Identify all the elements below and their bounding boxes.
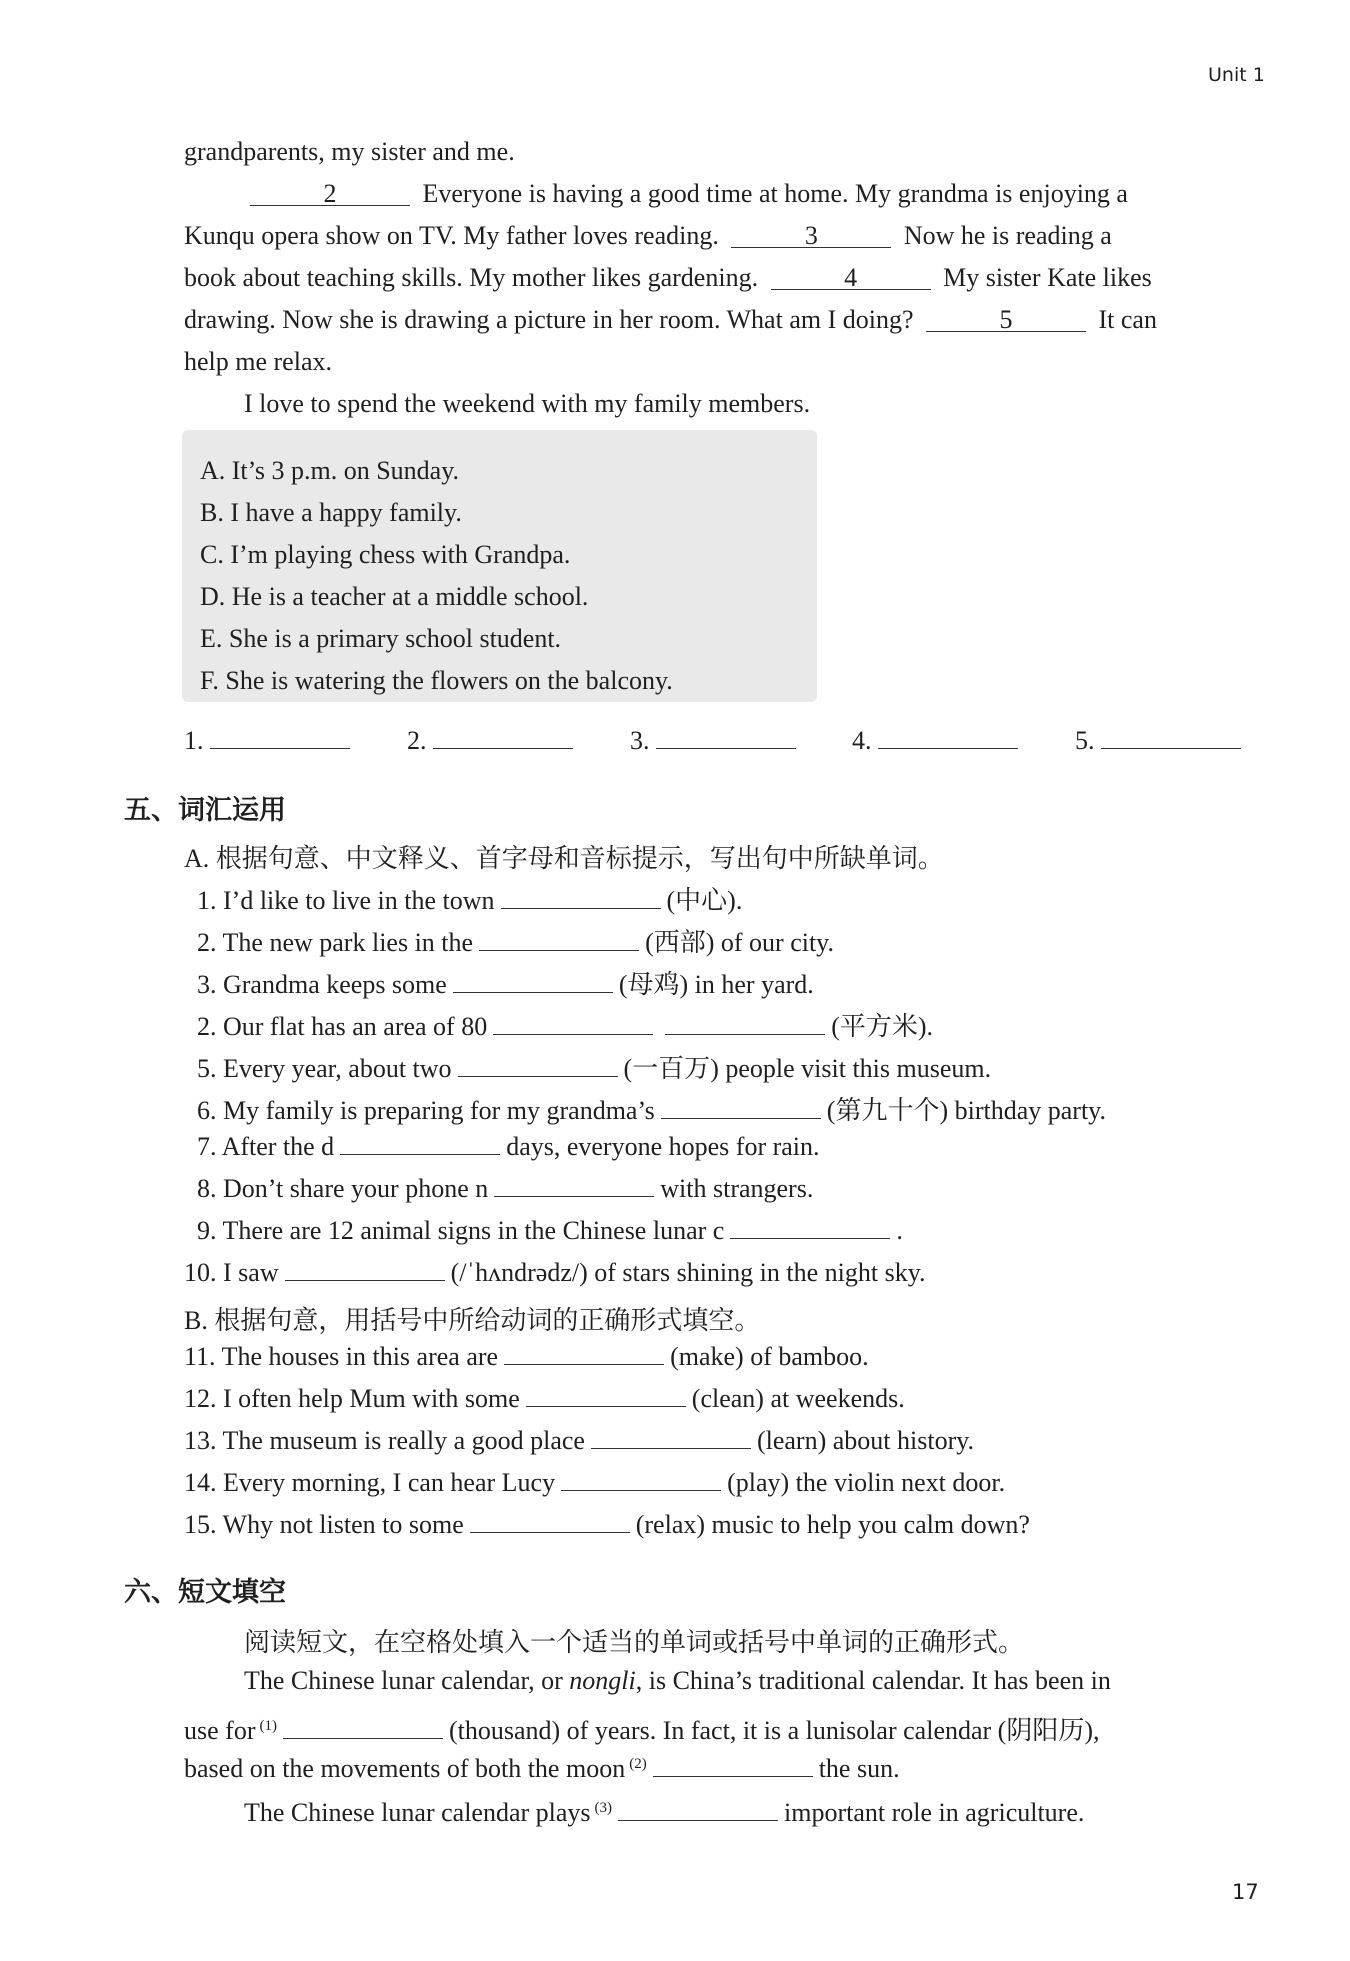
option-c: C. I’m playing chess with Grandpa. — [200, 540, 571, 569]
answer-blank[interactable] — [479, 928, 639, 951]
exercise-item: 3. Grandma keeps some (母鸡) in her yard. — [197, 970, 814, 999]
answer-blank[interactable] — [878, 726, 1018, 749]
answer-blank[interactable] — [665, 1012, 825, 1035]
answer-item: 4. — [852, 726, 1024, 756]
answer-item: 5. — [1075, 726, 1247, 756]
exercise-item: 1. I’d like to live in the town (中心). — [197, 886, 743, 915]
option-d: D. He is a teacher at a middle school. — [200, 582, 589, 611]
passage-line: use for $^{(1)}$ (thousand) of years. In fact, it is a lunisolar calendar (阴阳历), — [184, 1716, 1100, 1745]
exercise-item: 2. The new park lies in the (西部) of our city. — [197, 928, 834, 957]
passage-line: 2 Everyone is having a good time at home. My grandma is enjoying a — [244, 179, 1128, 209]
answer-blank[interactable] — [656, 726, 796, 749]
exercise-item: 9. There are 12 animal signs in the Chinese lunar c . — [197, 1216, 903, 1245]
option-b: B. I have a happy family. — [200, 498, 462, 527]
answer-blank[interactable]: 2 — [250, 183, 410, 206]
passage-line: book about teaching skills. My mother likes gardening. 4 My sister Kate likes — [184, 263, 1152, 292]
instruction: B. 根据句意，用括号中所给动词的正确形式填空。 — [184, 1306, 761, 1335]
section-title: 六、短文填空 — [124, 1577, 286, 1608]
answer-blank[interactable]: 3 — [731, 225, 891, 248]
answer-blank[interactable] — [526, 1384, 686, 1407]
blank-number: (3) — [594, 1800, 613, 1816]
passage-line: The Chinese lunar calendar plays $^{(3)}$ important role in agriculture. — [244, 1798, 1085, 1827]
option-f: F. She is watering the flowers on the balcony. — [200, 666, 673, 695]
passage-line: The Chinese lunar calendar, or nongli, is China’s traditional calendar. It has been in — [244, 1666, 1111, 1695]
exercise-item: 5. Every year, about two (一百万) people visit this museum. — [197, 1054, 992, 1083]
exercise-item: 2. Our flat has an area of 80 (平方米). — [197, 1012, 934, 1041]
answer-blank[interactable] — [591, 1426, 751, 1449]
exercise-item: 13. The museum is really a good place (learn) about history. — [184, 1426, 975, 1455]
exercise-item: 10. I saw (/ˈhʌndrədz/) of stars shining in the night sky. — [184, 1258, 926, 1287]
blank-number: (1) — [259, 1718, 277, 1734]
instruction: A. 根据句意、中文释义、首字母和音标提示，写出句中所缺单词。 — [184, 844, 944, 873]
answer-blank[interactable] — [653, 1754, 813, 1777]
answer-blank[interactable] — [661, 1096, 821, 1119]
answer-blank[interactable] — [453, 970, 613, 993]
answer-blank[interactable]: 5 — [926, 309, 1086, 332]
passage-line: based on the movements of both the moon $^{(2)}$ the sun. — [184, 1754, 900, 1783]
answer-item: 2. — [407, 726, 579, 756]
answer-blank[interactable] — [561, 1468, 721, 1491]
exercise-item: 11. The houses in this area are (make) of bamboo. — [184, 1342, 869, 1371]
answer-blank[interactable] — [283, 1716, 443, 1739]
answer-item: 3. — [630, 726, 802, 756]
answer-blank[interactable] — [504, 1342, 664, 1365]
answer-blank[interactable] — [433, 726, 573, 749]
answer-item: 1. — [184, 726, 356, 756]
answer-blank[interactable] — [285, 1258, 445, 1281]
passage-line: grandparents, my sister and me. — [184, 137, 515, 166]
answer-blank[interactable] — [494, 1174, 654, 1197]
answer-blank[interactable] — [730, 1216, 890, 1239]
page-number: 17 — [1232, 1880, 1259, 1904]
answer-blank[interactable] — [501, 886, 661, 909]
option-a: A. It’s 3 p.m. on Sunday. — [200, 456, 460, 485]
section-title: 五、词汇运用 — [124, 795, 286, 826]
answer-blank[interactable] — [458, 1054, 618, 1077]
exercise-item: 6. My family is preparing for my grandma’s (第九十个) birthday party. — [197, 1096, 1106, 1125]
exercise-item: 12. I often help Mum with some (clean) at weekends. — [184, 1384, 905, 1413]
answer-blank[interactable] — [340, 1132, 500, 1155]
answer-blank[interactable] — [493, 1012, 653, 1035]
exercise-item: 8. Don’t share your phone n with strangers. — [197, 1174, 814, 1203]
exercise-item: 15. Why not listen to some (relax) music to help you calm down? — [184, 1510, 1030, 1539]
passage-line: I love to spend the weekend with my family members. — [244, 389, 811, 418]
blank-number: (2) — [629, 1756, 647, 1772]
instruction: 阅读短文，在空格处填入一个适当的单词或括号中单词的正确形式。 — [244, 1628, 1025, 1657]
passage-line: help me relax. — [184, 347, 332, 376]
exercise-item: 14. Every morning, I can hear Lucy (play) the violin next door. — [184, 1468, 1006, 1497]
answer-blank[interactable] — [618, 1798, 778, 1821]
answer-blank[interactable] — [470, 1510, 630, 1533]
answer-blank[interactable] — [1101, 726, 1241, 749]
exercise-item: 7. After the d days, everyone hopes for rain. — [197, 1132, 820, 1161]
option-e: E. She is a primary school student. — [200, 624, 562, 653]
answer-blank[interactable] — [210, 726, 350, 749]
unit-label: Unit 1 — [1208, 64, 1265, 86]
passage-line: drawing. Now she is drawing a picture in her room. What am I doing? 5 It can — [184, 305, 1157, 334]
answer-blank[interactable]: 4 — [771, 267, 931, 290]
options-list — [200, 450, 673, 702]
passage-line: Kunqu opera show on TV. My father loves reading. 3 Now he is reading a — [184, 221, 1112, 250]
